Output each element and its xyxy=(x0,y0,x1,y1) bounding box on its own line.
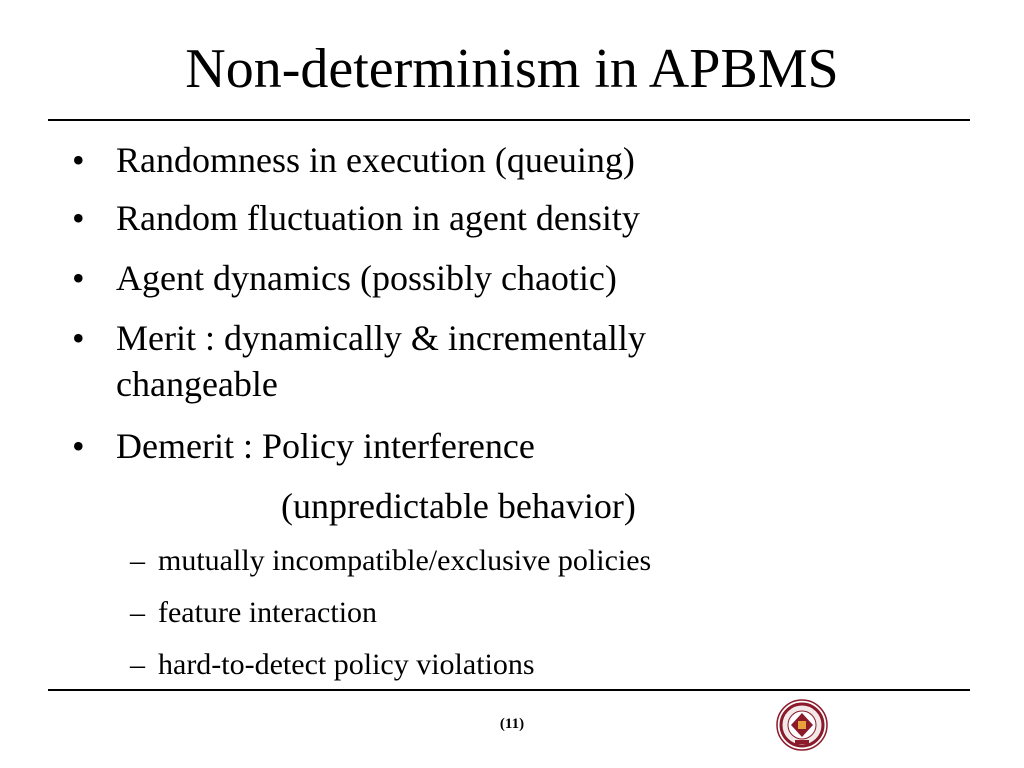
footer-divider xyxy=(48,689,970,691)
bullet-mark: • xyxy=(72,426,85,466)
bullet-text: Merit : dynamically & incrementally xyxy=(116,318,646,358)
bullet-text: Random fluctuation in agent density xyxy=(116,198,640,238)
bullet-mark: • xyxy=(72,198,85,238)
university-seal-icon xyxy=(776,699,828,751)
dash-mark: – xyxy=(130,648,145,681)
sub-bullet-text: mutually incompatible/exclusive policies xyxy=(158,544,652,577)
bullet-mark: • xyxy=(72,258,85,298)
sub-bullet-text: feature interaction xyxy=(158,596,378,629)
dash-mark: – xyxy=(130,544,145,577)
bullet-text: Demerit : Policy interference xyxy=(116,426,535,466)
sub-bullet-text: hard-to-detect policy violations xyxy=(158,648,535,681)
bullet-mark: • xyxy=(72,140,85,180)
slide-title: Non-determinism in APBMS xyxy=(185,38,839,100)
bullet-continuation: changeable xyxy=(116,364,278,404)
bullet-mark: • xyxy=(72,318,85,358)
bullet-continuation: (unpredictable behavior) xyxy=(281,486,636,526)
dash-mark: – xyxy=(130,596,145,629)
page-number: (11) xyxy=(499,716,525,732)
bullet-text: Randomness in execution (queuing) xyxy=(116,140,635,180)
bullet-text: Agent dynamics (possibly chaotic) xyxy=(116,258,617,298)
